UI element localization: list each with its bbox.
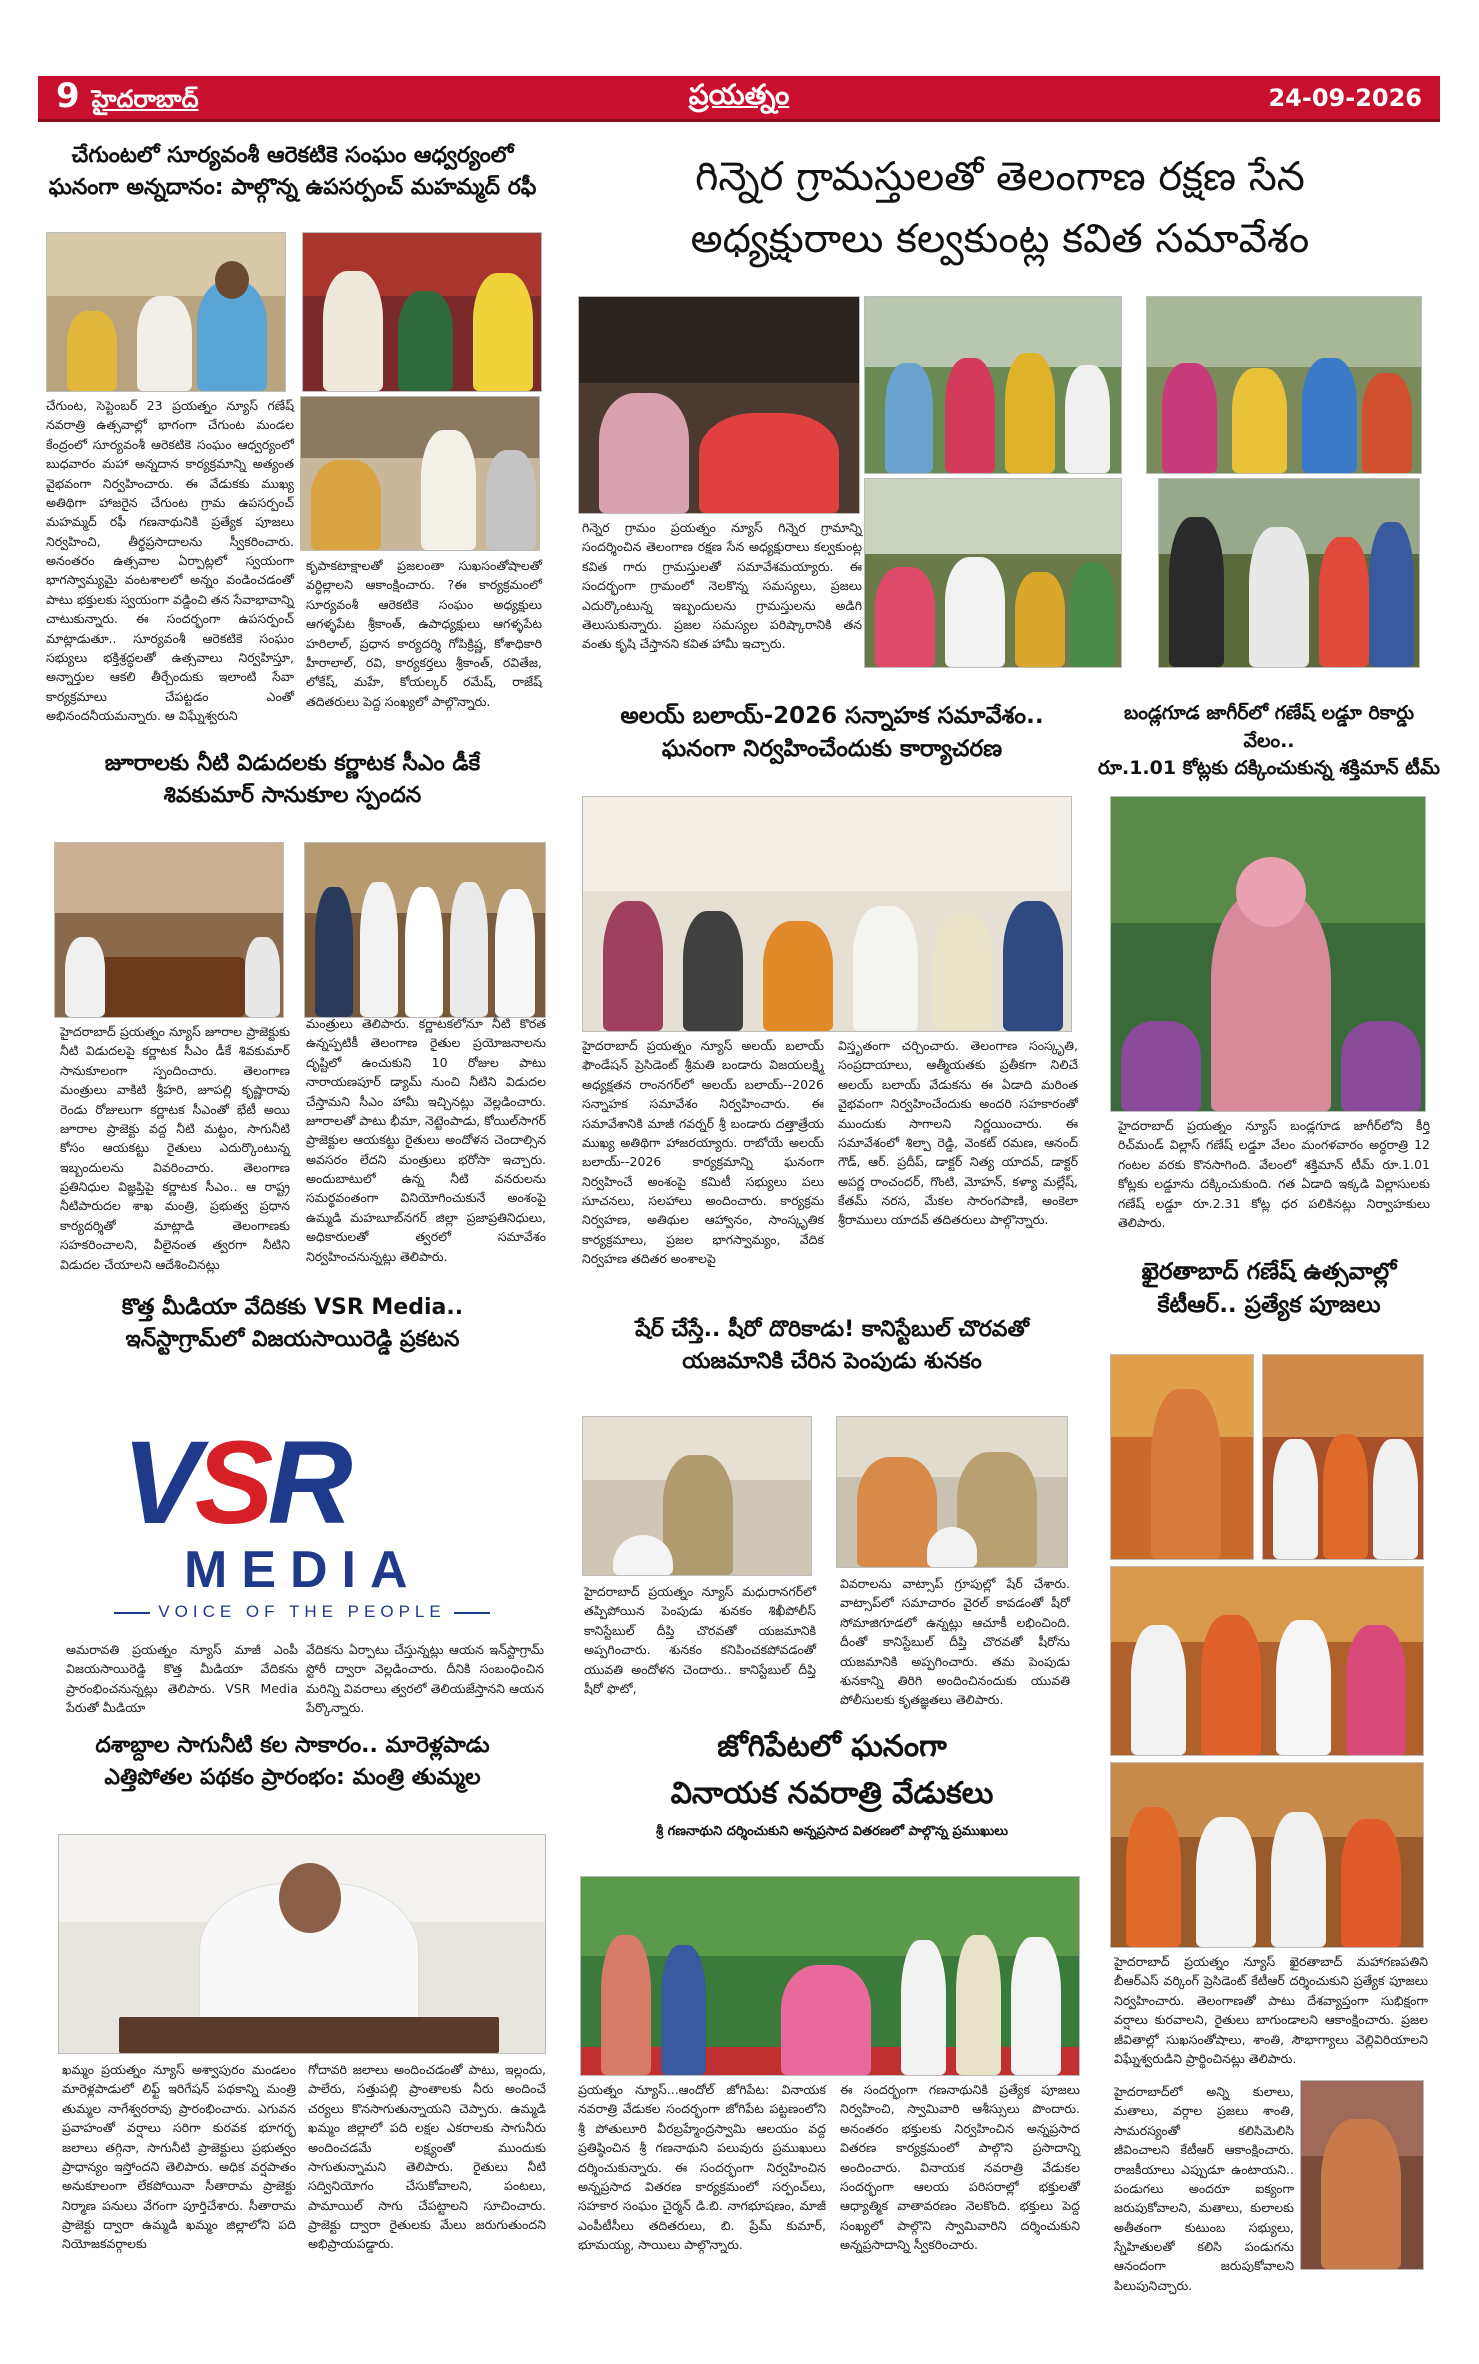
vsr-article bbox=[40, 1292, 545, 1356]
tummala-article bbox=[40, 1730, 545, 1794]
kavitha-photo-1 bbox=[578, 296, 860, 514]
khairatabad-photo-4 bbox=[1110, 1762, 1424, 1948]
laddu-headline-2: రూ.1.01 కోట్లకు దక్కించుకున్న శక్తిమాన్ టీమ్ bbox=[1098, 757, 1440, 780]
kavitha-photo-2 bbox=[864, 296, 1122, 474]
jogipet-article bbox=[572, 1724, 1092, 1842]
jogipet-headline-2: వినాయక నవరాత్రి వేడుకలు bbox=[670, 1775, 994, 1811]
khairatabad-photo-5 bbox=[1300, 2080, 1424, 2270]
kavitha-photo-3 bbox=[1146, 296, 1422, 474]
vsr-body-2: వేదికను ఏర్పాటు చేస్తున్నట్లు ఆయన ఇన్‌స్టాగ్రామ్ స్టోరీ ద్వారా వెల్లడించారు. దీనికి సంబంధించిన మరిన్ని వివరాలు త్వరలో తెలియజేస్తానని ఆయన పేర్కొన్నారు. bbox=[306, 1642, 544, 1716]
police-dog-headline-2: యజమానికి చేరిన పెంపుడు శునకం bbox=[682, 1348, 982, 1374]
kavitha-article bbox=[560, 146, 1440, 270]
vsr-body-1: అమరావతి ప్రయత్నం న్యూస్ మాజీ ఎంపీ విజయసాయిరెడ్డి కొత్త మీడియా వేదికను ప్రారంభించనున్నట్లు తెలిపారు. VSR Media పేరుతో మీడియా bbox=[66, 1642, 298, 1716]
khairatabad-photo-1 bbox=[1110, 1354, 1254, 1560]
vsr-logo-r: R bbox=[267, 1417, 347, 1549]
jogipet-body-1: ప్రయత్నం న్యూస్...ఆందోల్ జోగిపేట: వినాయక నవరాత్రి వేడుకల సందర్భంగా జోగిపేట పట్టణంలోని శ్రీ పోతులూరి వీరబ్రహ్మేంద్రస్వామి ఆలయం వద్ద ప్రతిష్ఠించిన శ్రీ గణనాథుని పలువురు ప్రముఖులు దర్శించుకున్నారు. ఈ సందర్భంగా నిర్వహించిన అన్నప్రసాద వితరణ కార్యక్రమంలో సర్పంచ్‌లు, సహకార సంఘం చైర్మన్ డి.బి. నాగభూషణం, మాజీ ఎంపీటీసీలు తదితరులు, బి. ప్రేమ్ కుమార్, భూమయ్య, సాయిలు పాల్గొన్నారు. bbox=[578, 2082, 826, 2252]
tummala-headline-1: దశాబ్దాల సాగునీటి కల సాకారం.. మారెళ్లపాడు bbox=[95, 1733, 490, 1758]
police-dog-body-1: హైదరాబాద్ ప్రయత్నం న్యూస్ మధురానగర్‌లో తప్పిపోయిన పెంపుడు శునకం శిఖీపోలీస్ కానిస్టేబుల్ దీప్తి చొరవతో యజమానికి అప్పగించారు. శునకం కనిపించకపోవడంతో యువతి అందోళన చెందారు.. కానిస్టేబుల్ దీప్తి షీరో ఫొటో, bbox=[584, 1584, 816, 1696]
vsr-headline-1: కొత్త మీడియా వేదికకు VSR Media.. bbox=[121, 1295, 464, 1320]
alai-balai-body-2: విస్తృతంగా చర్చించారు. తెలంగాణ సంస్కృతి, సంప్రదాయాలు, ఆత్మీయతకు ప్రతీకగా నిలిచే అలయ్ బలాయ్ వేడుకను ఈ ఏడాది మరింత వైభవంగా నిర్వహించేందుకు అందరి సహకారంతో ముందుకు సాగాలని నిర్ణయించారు. ఈ సమావేశంలో శిల్పా రెడ్డి, వెంకట్ రమణ, ఆనంద్ గౌడ్, ఆర్. ప్రదీప్, డాక్టర్ నిత్య యాదవ్, డాక్టర్ అపర్ణ రాంచందర్, గొంటి, మోహన్, కళ్యా మల్లేష్, కేతమ్ నరస, మేకల సారంగపాణి, అంకెలా శ్రీరాములు యాదవ్ తదితరులు పాల్గొన్నారు. bbox=[838, 1038, 1078, 1228]
cheguntla-photo-1 bbox=[46, 232, 286, 392]
tummala-headline-2: ఎత్తిపోతల పథకం ప్రారంభం: మంత్రి తుమ్మల bbox=[104, 1764, 481, 1790]
alai-balai-headline-2: ఘనంగా నిర్వహించేందుకు కార్యాచరణ bbox=[661, 736, 1003, 763]
jurala-headline-2: శివకుమార్ సానుకూల స్పందన bbox=[163, 782, 422, 808]
kavitha-headline-2: అధ్యక్షురాలు కల్వకుంట్ల కవిత సమావేశం bbox=[690, 216, 1310, 262]
kavitha-photo-5 bbox=[1158, 478, 1420, 668]
laddu-headline-1: బండ్లగూడ జాగీర్‌లో గణేష్ లడ్డూ రికార్డు వేలం.. bbox=[1123, 702, 1415, 752]
jogipet-photo bbox=[580, 1876, 1080, 2076]
cheguntla-headline-2: ఘనంగా అన్నదానం: పాల్గొన్న ఉపసర్పంచ్ మహమ్మద్ రఫీ bbox=[48, 174, 537, 200]
alai-balai-headline-1: అలయ్ బలాయ్-2026 సన్నాహక సమావేశం.. bbox=[620, 703, 1044, 729]
vsr-logo-tagline: VOICE OF THE PEOPLE bbox=[102, 1602, 502, 1622]
jurala-body-2: మంత్రులు తెలిపారు. కర్ణాటకలోనూ నీటి కొరత ఉన్నప్పటికీ తెలంగాణ రైతుల ప్రయోజనాలను దృష్టిలో ఉంచుకుని 10 రోజుల పాటు నారాయణపూర్ డ్యామ్ నుంచి నీటిని విడుదల చేస్తామని సీఎం హామీ ఇచ్చినట్లు వెల్లడించారు. జూరాలతో పాటు భీమా, నెట్టెంపాడు, కోయిల్‌సాగర్ ప్రాజెక్టుల ఆయకట్టు రైతులు అందోళన చెందాల్సిన అవసరం లేదని మంత్రులు భరోసా ఇచ్చారు. అందుబాటులో ఉన్న నీటి వనరులను సమర్థవంతంగా వినియోగించుకునే అంశంపై ఉమ్మడి మహబూబ్‌నగర్ జిల్లా ప్రజాప్రతినిధులు, అధికారులతో త్వరలో సమావేశం నిర్వహించనున్నట్లు తెలిపారు. bbox=[306, 1016, 546, 1264]
kavitha-body: గిన్నెర గ్రామం ప్రయత్నం న్యూస్ గిన్నెర గ్రామాన్ని సందర్శించిన తెలంగాణ రక్షణ సేన అధ్యక్షురాలు కల్వకుంట్ల కవిత గారు గ్రామస్తులతో సమావేశమయ్యారు. ఈ సందర్భంగా గ్రామంలో నెలకొన్న సమస్యలు, ప్రజలు ఎదుర్కొంటున్న ఇబ్బందులను గ్రామస్తులను అడిగి తెలుసుకున్నారు. ప్రజల సమస్యల పరిష్కారానికి తన వంతు కృషి చేస్తానని కవిత హామీ ఇచ్చారు. bbox=[582, 520, 862, 652]
jurala-article bbox=[40, 748, 545, 812]
vsr-logo-s: S bbox=[194, 1417, 268, 1549]
page-number: 9 bbox=[56, 76, 80, 116]
khairatabad-article bbox=[1096, 1256, 1442, 1323]
paper-name: ప్రయత్నం bbox=[688, 77, 790, 111]
kavitha-photo-4 bbox=[864, 478, 1122, 668]
jurala-headline-1: జూరాలకు నీటి విడుదలకు కర్ణాటక సీఎం డీకే bbox=[104, 751, 481, 776]
cheguntla-body-1: చేగుంట, సెప్టెంబర్ 23 ప్రయత్నం న్యూస్ గణేష్ నవరాత్రి ఉత్సవాల్లో భాగంగా చేగుంట మండల కేంద్రంలో సూర్యవంశీ ఆరెకటికె సంఘం ఆధ్వర్యంలో బుధవారం మహా అన్నదాన కార్యక్రమాన్ని అత్యంత వైభవంగా నిర్వహించారు. ఈ వేడుకకు ముఖ్య అతిథిగా హాజరైన చేగుంట గ్రామ ఉపసర్పంచ్ మహమ్మద్ రఫీ గణనాథునికి ప్రత్యేక పూజలు నిర్వహించి, తీర్థప్రసాదాలను స్వీకరించారు. అనంతరం ఉత్సవాల ఏర్పాట్లలో స్వయంగా భాగస్వామ్యమై వంటశాలలో అన్నం వండించడంతో పాటు భక్తులకు స్వయంగా వడ్డించి తన సేవాభావాన్ని చాటుకున్నారు. ఈ సందర్భంగా ఉపసర్పంచ్ మాట్లాడుతూ.. సూర్యవంశీ ఆరెకటికె సంఘం సభ్యులు భక్తిశ్రద్ధలతో ఉత్సవాలు నిర్వహిస్తూ, అన్నార్తుల ఆకలి తీర్చేందుకు ఇలాంటి సేవా కార్యక్రమాలు చేపట్టడం ఎంతో అభినందనీయమన్నారు. ఆ విఘ్నేశ్వరుని bbox=[46, 398, 294, 723]
alai-balai-body-1: హైదరాబాద్ ప్రయత్నం న్యూస్ అలయ్ బలాయ్ ఫౌండేషన్ ప్రెసిడెంట్ శ్రీమతి బండారు విజయలక్ష్మి అధ్యక్షతన రాంనగర్‌లో అలయ్ బలాయ్--2026 సన్నాహక సమావేశం నిర్వహించారు. ఈ సమావేశానికి మాజీ గవర్నర్ శ్రీ బండారు దత్తాత్రేయ ముఖ్య అతిథిగా హాజరయ్యారు. రాబోయే అలయ్ బలాయ్--2026 కార్యక్రమాన్ని ఘనంగా నిర్వహించే అంశంపై కమిటీ సభ్యులు పలు సూచనలు, సలహాలు అందించారు. కార్యక్రమ నిర్వహణ, అతిథుల ఆహ్వానం, సాంస్కృతిక కార్యక్రమాలు, ప్రజల భాగస్వామ్యం, వేదిక నిర్వహణ తదితర అంశాలపై bbox=[582, 1038, 824, 1267]
alai-balai-article bbox=[572, 700, 1092, 767]
police-dog-photo-1 bbox=[582, 1416, 812, 1576]
jurala-photo-2 bbox=[304, 842, 546, 1018]
cheguntla-headline-1: చేగుంటలో సూర్యవంశీ ఆరెకటికె సంఘం ఆధ్వర్యంలో bbox=[71, 143, 514, 168]
cheguntla-article bbox=[40, 140, 545, 204]
jurala-photo-1 bbox=[54, 842, 284, 1018]
vsr-logo-media: MEDIA bbox=[184, 1541, 422, 1599]
tummala-body-1: ఖమ్మం ప్రయత్నం న్యూస్ అశ్వాపురం మండలం మారెళ్లపాడులో లిఫ్ట్ ఇరిగేషన్ పథకాన్ని మంత్రి తుమ్మల నాగేశ్వరరావు ప్రారంభించారు. ఎగువన ప్రవాహంతో వర్షాలు సరిగా కురవక భూగర్భ జలాలు తగ్గినా, సాగునీటి ప్రాజెక్టులు ప్రభుత్వం ప్రాధాన్యం ఇస్తోందని తెలిపారు. అధిక వర్షపాతం అనుకూలంగా లేకపోయినా సీతారామ ప్రాజెక్టు నిర్మాణ పనులు వేగంగా పూర్తిచేశారు. సీతారామ ప్రాజెక్టు ద్వారా ఉమ్మడి ఖమ్మం జిల్లాలోని పది నియోజకవర్గాలకు bbox=[62, 2062, 296, 2252]
police-dog-article bbox=[572, 1314, 1092, 1378]
edition-name: హైదరాబాద్ bbox=[91, 85, 199, 113]
alai-balai-photo bbox=[582, 796, 1072, 1032]
khairatabad-headline-2: కేటీఆర్.. ప్రత్యేక పూజలు bbox=[1157, 1292, 1381, 1319]
laddu-body: హైదరాబాద్ ప్రయత్నం న్యూస్ బండ్లగూడ జాగీర్‌లోని కీర్తి రిచ్‌మండ్ విల్లాస్ గణేష్ లడ్డూ వేలం మంగళవారం అర్ధరాత్రి 12 గంటల వరకు కొనసాగింది. వేలంలో శక్తిమాన్ టీమ్ రూ.1.01 కోట్లకు లడ్డూను దక్కించుకుంది. గత ఏడాది ఇక్కడి విల్లాసులకు గణేష్ లడ్డూ రూ.2.31 కోట్ల ధర పలికినట్లు నిర్వాహకులు తెలిపారు. bbox=[1118, 1118, 1430, 1230]
laddu-photo bbox=[1110, 796, 1426, 1112]
vsr-logo-v: V bbox=[122, 1417, 195, 1549]
vsr-headline-2: ఇన్‌స్టాగ్రామ్‌లో విజయసాయిరెడ్డి ప్రకటన bbox=[125, 1326, 460, 1352]
issue-date: 24-09-2026 bbox=[1268, 83, 1422, 112]
khairatabad-body-2: హైదరాబాద్‌లో అన్ని కులాలు, మతాలు, వర్గాల ప్రజలు శాంతి, సామరస్యంతో కలిసిమెలిసి జీవించాలని కేటీఆర్ ఆకాంక్షించారు. రాజకీయాలు ఎప్పుడూ ఉంటాయని.. పండుగలు అందరూ ఐక్యంగా జరుపుకోవాలని, మతాలు, కులాలకు అతీతంగా కుటుంబ సభ్యులు, స్నేహితులతో కలిసి పండుగను ఆనందంగా జరుపుకోవాలని పిలుపునిచ్చారు. bbox=[1114, 2084, 1294, 2293]
khairatabad-body-1: హైదరాబాద్ ప్రయత్నం న్యూస్ ఖైరతాబాద్ మహాగణపతిని బీఆర్ఎస్ వర్కింగ్ ప్రెసిడెంట్ కేటీఆర్ దర్శించుకుని ప్రత్యేక పూజలు నిర్వహించారు. తెలంగాణతో పాటు దేశవ్యాప్తంగా సుభిక్షంగా వర్షాలు కురవాలని, రైతులు బాగుండాలని ఆకాంక్షించారు. ప్రజల జీవితాల్లో సుఖసంతోషాలు, శాంతి, సౌభాగ్యాలు వెల్లివిరియాలని విఘ్నేశ్వరుడిని ప్రార్థించినట్లు తెలిపారు. bbox=[1114, 1954, 1428, 2066]
khairatabad-headline-1: ఖైరతాబాద్ గణేష్ ఉత్సవాల్లో bbox=[1141, 1259, 1397, 1285]
tummala-photo bbox=[58, 1834, 546, 2054]
police-dog-headline-1: షేర్ చేస్తే.. షీరో దొరికాడు! కానిస్టేబుల్ చొరవతో bbox=[635, 1317, 1029, 1342]
jurala-body-1: హైదరాబాద్ ప్రయత్నం న్యూస్ జూరాల ప్రాజెక్టుకు నీటి విడుదలపై కర్ణాటక సీఎం డీకే శివకుమార్ సానుకూలంగా స్పందించారు. తెలంగాణ మంత్రులు వాకిటి శ్రీహరి, జూపల్లి కృష్ణారావు రెండు రోజులుగా కర్ణాటక సీఎంతో భేటీ అయి జూరాల ప్రాజెక్టు వద్ద నీటి మట్టం, సాగునీటి కోసం ఆయకట్టు రైతులు ఎదుర్కొంటున్న ఇబ్బందులను వివరించారు. తెలంగాణ ప్రతినిధుల విజ్ఞప్తిపై కర్ణాటక సీఎం.. ఆ రాష్ట్ర నీటిపారుదల శాఖ మంత్రి, ప్రభుత్వ ప్రధాన కార్యదర్శితో మాట్లాడి తెలంగాణకు సహకరించాలని, వీలైనంత త్వరగా నీటిని విడుదల చేయాలని ఆదేశించినట్లు bbox=[60, 1024, 290, 1272]
tummala-body-2: గోదావరి జలాలు అందించడంతో పాటు, ఇల్లందు, పాలేరు, సత్తుపల్లి ప్రాంతాలకు నీరు అందించే చర్యలు కొనసాగుతున్నాయని చెప్పారు. ఉమ్మడి ఖమ్మం జిల్లాలో పది లక్షల ఎకరాలకు సాగునీరు అందించడమే లక్ష్యంతో ముందుకు సాగుతున్నామని తెలిపారు. రైతులు నీటి సద్వినియోగం చేసుకోవాలని, పంటలు, పామాయిల్ సాగు చేపట్టాలని సూచించారు. ప్రాజెక్టు ద్వారా రైతులకు మేలు జరుగుతుందని అభిప్రాయపడ్డారు. bbox=[308, 2062, 546, 2252]
police-dog-body-2: వివరాలను వాట్సాప్ గ్రూపుల్లో షేర్ చేశారు. వాట్సాప్‌లో సమాచారం వైరల్ కావడంతో షీరో సోమాజిగూడలో ఉన్నట్లు ఆచూకీ లభించింది. దీంతో కానిస్టేబుల్ దీప్తి చొరవతో షీరోను యజమానికి అప్పగించారు. తమ పెంపుడు శునకాన్ని తిరిగి అందించినందుకు యువతి పోలీసులకు కృతజ్ఞతలు తెలిపారు. bbox=[840, 1576, 1070, 1708]
police-dog-photo-2 bbox=[836, 1416, 1068, 1568]
kavitha-headline-1: గిన్నెర గ్రామస్తులతో తెలంగాణ రక్షణ సేన bbox=[695, 154, 1305, 200]
jogipet-subhead: శ్రీ గణనాథుని దర్శించుకుని అన్నప్రసాద వితరణలో పాల్గొన్న ప్రముఖులు bbox=[655, 1824, 1009, 1839]
jogipet-body-2: ఈ సందర్భంగా గణనాథునికి ప్రత్యేక పూజలు నిర్వహించి, స్వామివారి ఆశీస్సులు పొందారు. అనంతరం భక్తులకు నిర్వహించిన అన్నప్రసాద వితరణ కార్యక్రమంలో పాల్గొని ప్రసాదాన్ని అందించారు. వినాయక నవరాత్రి వేడుకల సందర్భంగా ఆలయ పరిసరాల్లో భక్తులతో ఆధ్యాత్మిక వాతావరణం నెలకొంది. భక్తులు పెద్ద సంఖ్యలో పాల్గొని స్వామివారిని దర్శించుకుని అన్నప్రసాదాన్ని స్వీకరించారు. bbox=[840, 2082, 1080, 2252]
masthead-band bbox=[38, 76, 1440, 122]
khairatabad-photo-3 bbox=[1110, 1566, 1424, 1756]
khairatabad-photo-2 bbox=[1262, 1354, 1424, 1560]
vsr-media-logo bbox=[62, 1402, 532, 1634]
laddu-article bbox=[1096, 700, 1442, 783]
cheguntla-photo-2 bbox=[302, 232, 542, 392]
cheguntla-photo-3 bbox=[300, 396, 540, 551]
cheguntla-body-2: కృపాకటాక్షాలతో ప్రజలంతా సుఖసంతోషాలతో వర్ధిల్లాలని ఆకాంక్షించారు. ?ఈ కార్యక్రమంలో సూర్యవంశీ ఆరెకటికె సంఘం అధ్యక్షులు ఆగళ్ళపేట శ్రీకాంత్, ఉపాధ్యక్షులు ఆగళ్ళపేట హరిలాల్, ప్రధాన కార్యదర్శి గోపిక్రిష్ణ, కోశాధికారి హీరాలాల్, రవి, కార్యకర్తలు శ్రీకాంత్, రవితేజ, లోకేష్, మహే, కోయల్కర్ రమేష్, రాజేష్ తదితరులు పెద్ద సంఖ్యలో పాల్గొన్నారు. bbox=[306, 558, 542, 709]
jogipet-headline-1: జోగిపేటలో ఘనంగా bbox=[717, 1729, 947, 1764]
